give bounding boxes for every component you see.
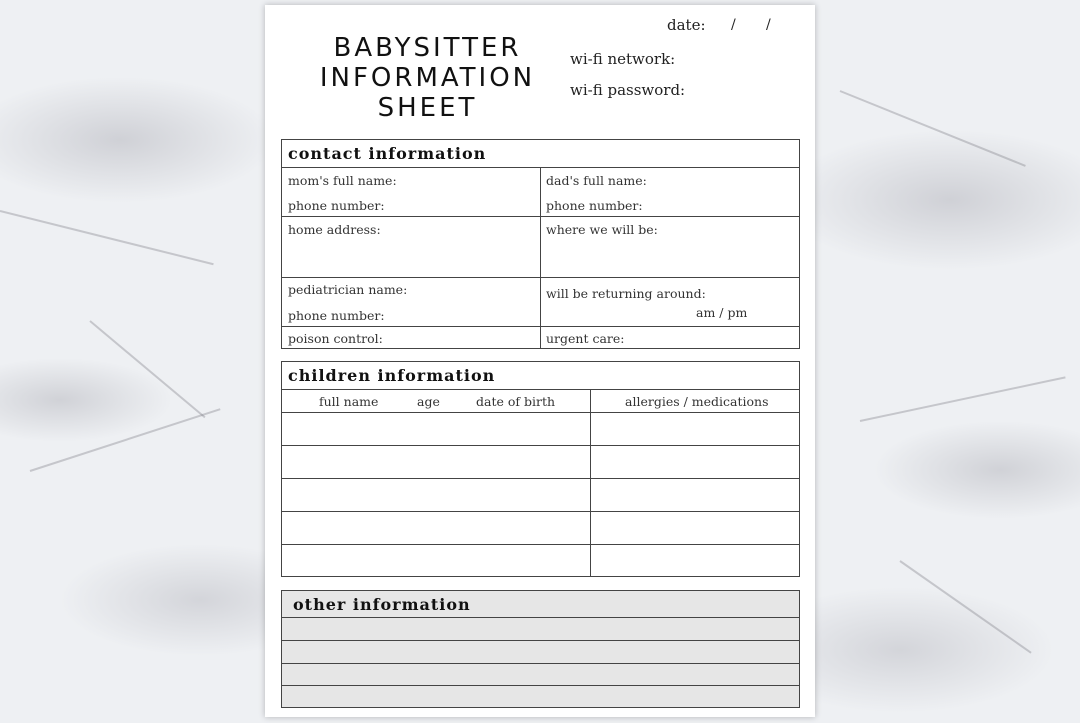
column-header-allergies: allergies / medications [625,394,769,409]
marble-vein [899,560,1031,653]
dad-name-label: dad's full name: [546,173,647,188]
date-label: date: [667,16,706,34]
table-row-line [282,511,799,512]
where-we-will-be-label: where we will be: [546,222,658,237]
marble-vein [30,408,221,472]
wifi-password-label: wi-fi password: [570,81,686,99]
column-header-date-of-birth: date of birth [476,394,556,409]
children-section-title: children information [288,366,496,385]
marble-vein [0,210,214,265]
writing-line [282,640,799,641]
title-line-1: BABYSITTER [333,33,522,63]
date-separator: / [731,17,736,33]
contact-section-title: contact information [288,144,487,163]
wifi-network-label: wi-fi network: [570,50,676,68]
babysitter-sheet [265,5,815,717]
title-line-2: INFORMATION [319,63,536,93]
marble-vein [860,376,1066,422]
divider [282,389,799,390]
marble-vein [840,90,1026,167]
writing-line [282,617,799,618]
table-row-line [282,544,799,545]
divider [540,167,541,349]
pediatrician-phone-label: phone number: [288,308,385,323]
table-row-line [282,478,799,479]
title-line-3: SHEET [377,93,478,123]
mom-name-label: mom's full name: [288,173,397,188]
poison-control-label: poison control: [288,331,383,346]
sheet-title [285,33,570,123]
home-address-label: home address: [288,222,381,237]
urgent-care-label: urgent care: [546,331,625,346]
table-row-line [282,445,799,446]
other-section-title: other information [293,595,471,614]
column-header-full-name: full name [319,394,379,409]
divider [282,412,799,413]
writing-line [282,685,799,686]
mom-phone-label: phone number: [288,198,385,213]
children-information-section [281,361,800,577]
contact-information-section [281,139,800,349]
am-pm-label: am / pm [696,305,748,320]
date-separator: / [766,17,771,33]
dad-phone-label: phone number: [546,198,643,213]
marble-vein [89,320,205,418]
divider [590,389,591,576]
returning-around-label: will be returning around: [546,286,706,301]
column-header-age: age [417,394,440,409]
other-information-section [281,590,800,708]
pediatrician-name-label: pediatrician name: [288,282,408,297]
writing-line [282,663,799,664]
